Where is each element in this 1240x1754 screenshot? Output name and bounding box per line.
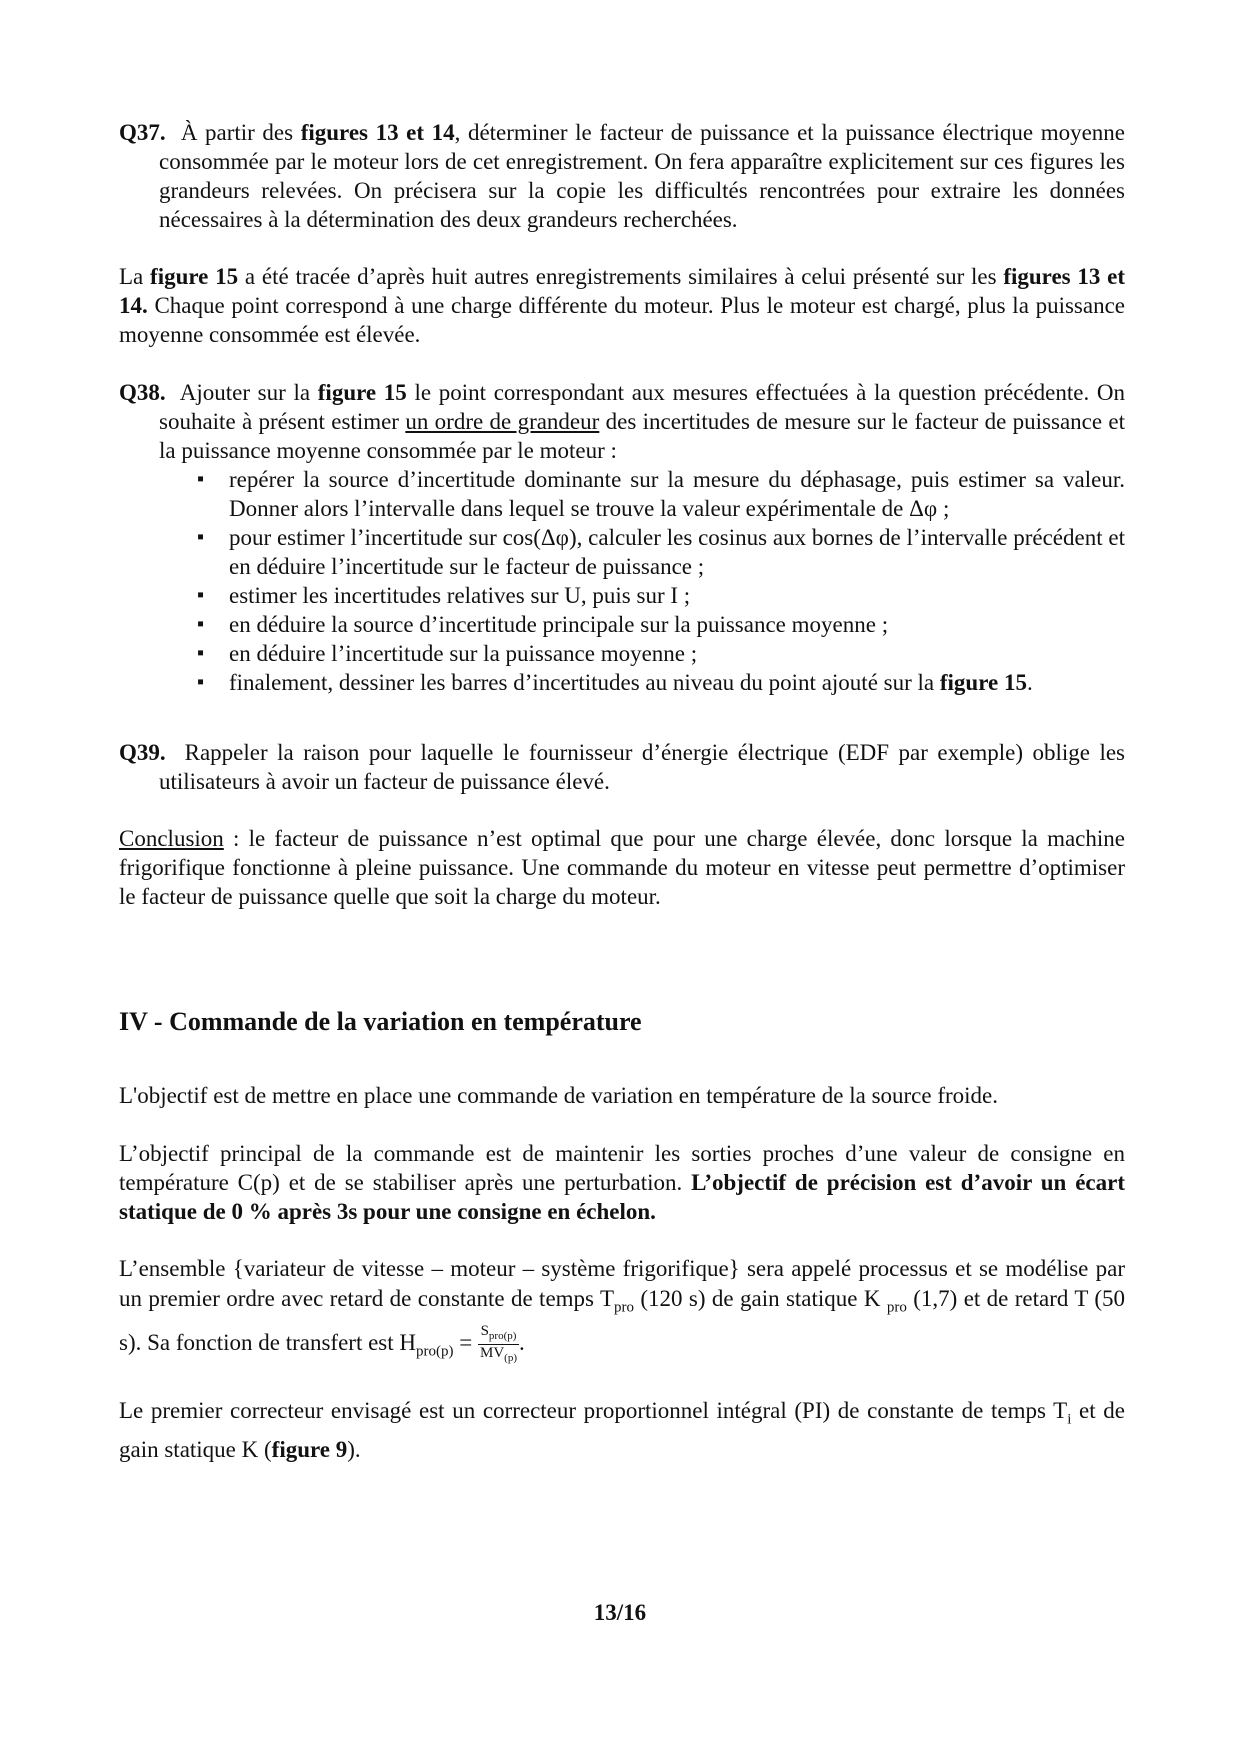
question-q37 — [119, 118, 1125, 234]
correcteur-sub: i — [1067, 1411, 1072, 1428]
fraction-denominator — [478, 1345, 519, 1366]
denominator-symbol: MV — [480, 1344, 505, 1361]
q39-number: Q39. — [119, 740, 166, 765]
paragraph-objectif: L'objectif est de mettre en place une commande de variation en température de la source froide. — [119, 1083, 999, 1108]
denominator-sub: (p) — [504, 1351, 517, 1364]
q38-number: Q38. — [119, 380, 166, 405]
q39-body: Rappeler la raison pour laquelle le fournisseur d’énergie électrique (EDF par exemple) oblige les utilisateurs à avoir un facteur de puissance élevé. — [159, 740, 1125, 794]
correcteur-text-1: Le premier correcteur envisagé est un correcteur proportionnel intégral (PI) de constante de temps T — [119, 1398, 1068, 1423]
q39-text — [119, 738, 1125, 796]
processus-text-2: (120 s) de gain statique K — [640, 1286, 881, 1311]
para-fig15-text-2: a été tracée d’après huit autres enregistrements similaires à celui présenté sur les — [244, 264, 997, 289]
q38-bullet: ▪ en déduire la source d’incertitude principale sur la puissance moyenne ; — [229, 610, 1125, 639]
conclusion-label: Conclusion — [119, 826, 224, 851]
q37-text-1: À partir des — [180, 120, 294, 145]
processus-sub-2: pro — [886, 1299, 907, 1316]
q38-underlined: un ordre de grandeur — [405, 409, 600, 434]
q38-last-bullet-bold: figure 15 — [939, 670, 1027, 695]
correcteur-bold-ref: figure 9 — [271, 1436, 348, 1462]
processus-sub-3: pro(p) — [416, 1342, 454, 1359]
conclusion-text: : le facteur de puissance n’est optimal que pour une charge élevée, donc lorsque la machine frigorifique fonctionne à pleine puissance. Une commande du moteur en vitesse peut permettre d’optimiser le facteur de puissance quelle que soit la charge du moteur. — [119, 826, 1125, 909]
para-fig15-text-3: Chaque point correspond à une charge différente du moteur. Plus le moteur est chargé, plus la puissance moyenne consommée est élevée. — [119, 293, 1126, 347]
para-fig15-text-1: La — [119, 264, 144, 289]
processus-sub-1: pro — [614, 1299, 635, 1316]
objectif-principal-text: L’objectif principal de la commande est de maintenir les sorties proches d’une valeur de consigne en température C(p) et de se stabiliser après une perturbation. — [119, 1141, 1125, 1195]
section-title: IV - Commande de la variation en température — [119, 1007, 642, 1036]
q38-bullet: ▪ repérer la source d’incertitude dominante sur la mesure du déphasage, puis estimer sa valeur. Donner alors l’intervalle dans lequel se trouve la valeur expérimentale de Δφ ; — [229, 465, 1125, 523]
transfer-function-fraction — [478, 1323, 519, 1366]
q38-bullet-last — [229, 668, 1125, 697]
question-q38 — [119, 378, 1125, 697]
paragraph-objectif-principal — [119, 1139, 1125, 1226]
q37-number: Q37. — [119, 120, 166, 145]
page-number: 13/16 — [593, 1600, 647, 1625]
question-q39 — [119, 738, 1125, 796]
conclusion — [119, 824, 1125, 911]
processus-text-1: L’ensemble {variateur de vitesse – moteur – système frigorifique} sera appelé processus et se modélise par un premier ordre avec retard de constante de temps T — [119, 1256, 1125, 1311]
paragraph-correcteur — [119, 1396, 1125, 1464]
paragraph-processus — [119, 1254, 1125, 1366]
correcteur-text-2: et de gain statique K ( — [119, 1398, 1125, 1462]
fraction-numerator — [478, 1323, 519, 1345]
q38-last-bullet-text: finalement, dessiner les barres d’incertitudes au niveau du point ajouté sur la — [229, 670, 935, 695]
processus-text-3: (1,7) et de retard T (50 s). Sa fonction de transfert est H — [119, 1286, 1125, 1355]
processus-equals: = — [459, 1329, 473, 1355]
q38-bullet: ▪ pour estimer l’incertitude sur cos(Δφ), calculer les cosinus aux bornes de l’intervalle précédent et en déduire l’incertitude sur le facteur de puissance ; — [229, 523, 1125, 581]
q37-text-2: , déterminer le facteur de puissance et la puissance électrique moyenne consommée par le moteur lors de cet enregistrement. On fera apparaître explicitement sur ces figures les grandeurs relevées. On précisera sur la copie les difficultés rencontrées pour extraire les données nécessaires à la détermination des deux grandeurs recherchées. — [159, 120, 1126, 232]
q38-text-3: des incertitudes de mesure sur le facteur de puissance et la puissance moyenne consommée par le moteur : — [159, 409, 1126, 463]
para-fig15-bold-1: figure 15 — [150, 264, 239, 289]
processus-end: . — [519, 1329, 525, 1355]
q38-bullet-list — [119, 465, 1125, 697]
numerator-sub: pro(p) — [488, 1329, 517, 1342]
q38-text-1: Ajouter sur la — [179, 380, 311, 405]
objectif-precision-bold: L’objectif de précision est d’avoir un écart statique de 0 % après 3s pour une consigne en échelon. — [119, 1170, 1125, 1224]
q38-text-2: le point correspondant aux mesures effectuées à la question précédente. On souhaite à présent estimer — [159, 380, 1126, 434]
q38-bold-ref: figure 15 — [317, 380, 407, 405]
q37-bold-ref: figures 13 et 14 — [300, 120, 455, 145]
q38-bullet: ▪ en déduire l’incertitude sur la puissance moyenne ; — [229, 639, 1125, 668]
paragraph-figure-15 — [119, 262, 1125, 349]
para-fig15-bold-2: figures 13 et 14. — [119, 264, 1126, 318]
q38-text — [119, 378, 1125, 465]
q38-last-bullet-end: . — [1026, 670, 1033, 695]
correcteur-text-3: ). — [347, 1436, 361, 1462]
numerator-symbol: S — [480, 1322, 489, 1339]
q38-bullet: ▪ estimer les incertitudes relatives sur U, puis sur I ; — [229, 581, 1125, 610]
q37-text — [119, 118, 1125, 234]
